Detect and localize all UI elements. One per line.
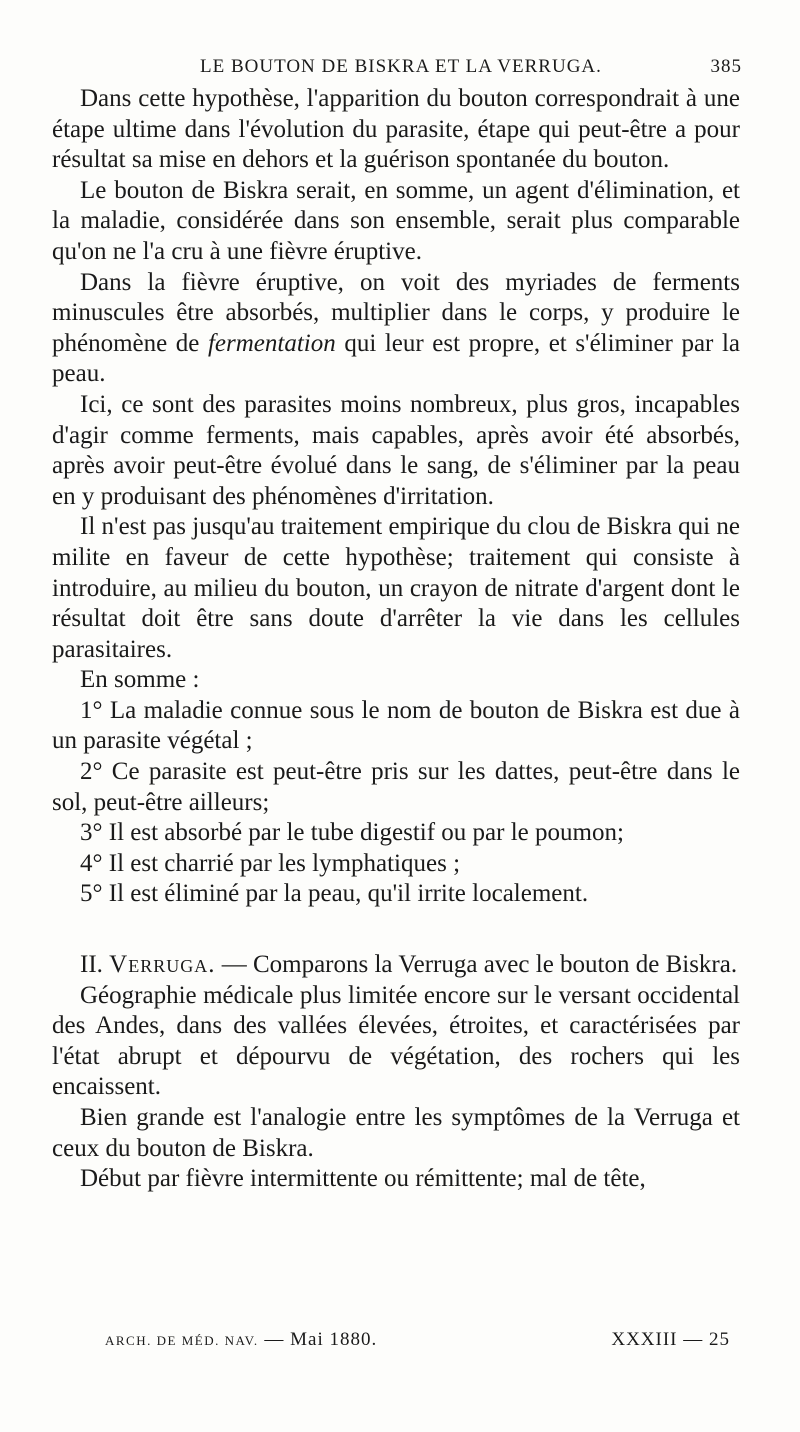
journal-reference xyxy=(105,1329,377,1351)
section-title: Verruga. xyxy=(109,951,216,979)
page-number: 385 xyxy=(710,56,742,77)
summary-item-1: 1° La maladie connue sous le nom de bouton de Biskra est due à un parasite végétal ; xyxy=(52,696,740,755)
paragraph: Début par fièvre intermittente ou rémittente; mal de tête, xyxy=(80,1165,646,1193)
signature-mark: XXXIII — 25 xyxy=(611,1329,730,1350)
paragraph: Géographie médicale plus limitée encore sur le versant occidental des Andes, dans des vallées élevées, étroites, et caractérisées par l'état abrupt et dépourvu de végétation, des rochers qui les encaissent. xyxy=(52,981,740,1101)
body-text xyxy=(52,84,740,1195)
page-header xyxy=(60,56,742,82)
paragraph: Bien grande est l'analogie entre les symptômes de la Verruga et ceux du bouton de Biskra. xyxy=(52,1104,740,1162)
summary-item-2: 2° Ce parasite est peut-être pris sur les dattes, peut-être dans le sol, peut-être ailleurs; xyxy=(52,758,740,816)
running-title: LE BOUTON DE BISKRA ET LA VERRUGA. xyxy=(200,56,602,77)
issue-date: — Mai 1880. xyxy=(264,1329,378,1350)
paragraph: Le bouton de Biskra serait, en somme, un agent d'élimination, et la maladie, considérée dans son ensemble, serait plus comparable qu'on ne l'a cru à une fièvre éruptive. xyxy=(52,176,740,265)
page-footer xyxy=(105,1329,730,1355)
journal-abbrev: ARCH. DE MÉD. NAV. xyxy=(105,1333,259,1348)
text-run: qui leur est propre, et s'éliminer par la peau. xyxy=(52,329,740,388)
summary-item-4: 4° Il est charrié par les lymphatiques ; xyxy=(80,849,461,877)
section-heading-paragraph xyxy=(52,950,740,981)
paragraph xyxy=(52,268,740,390)
italic-term: fermentation xyxy=(207,329,336,357)
paragraph: En somme : xyxy=(80,666,200,694)
paragraph: Il n'est pas jusqu'au traitement empirique du clou de Biskra qui ne milite en faveur de cette hypothèse; traitement qui consiste à introduire, au milieu du bouton, un crayon de nitrate d'argent dont le résultat doit être sans doute d'arrêter la vie dans les cellules parasitaires. xyxy=(52,513,740,663)
paragraph: Dans cette hypothèse, l'apparition du bouton correspondrait à une étape ultime dans l'évolution du parasite, étape qui peut-être a pour résultat sa mise en dehors et la guérison spontanée du bouton. xyxy=(52,85,740,174)
section-number: II. xyxy=(80,951,103,979)
paragraph: Ici, ce sont des parasites moins nombreux, plus gros, incapables d'agir comme ferments, mais capables, après avoir été absorbés, après avoir peut-être évolué dans le sang, de s'éliminer par la peau en y produisant des phénomènes d'irritation. xyxy=(52,390,740,510)
summary-item-3: 3° Il est absorbé par le tube digestif ou par le poumon; xyxy=(80,819,624,847)
section-intro: — Comparons la Verruga avec le bouton de Biskra. xyxy=(215,951,738,979)
summary-item-5: 5° Il est éliminé par la peau, qu'il irrite localement. xyxy=(80,880,589,908)
text-run: Dans la fièvre éruptive, on voit des myriades de ferments minuscules être absorbés, multiplier dans le corps, y produire le phénomène de xyxy=(52,268,740,357)
